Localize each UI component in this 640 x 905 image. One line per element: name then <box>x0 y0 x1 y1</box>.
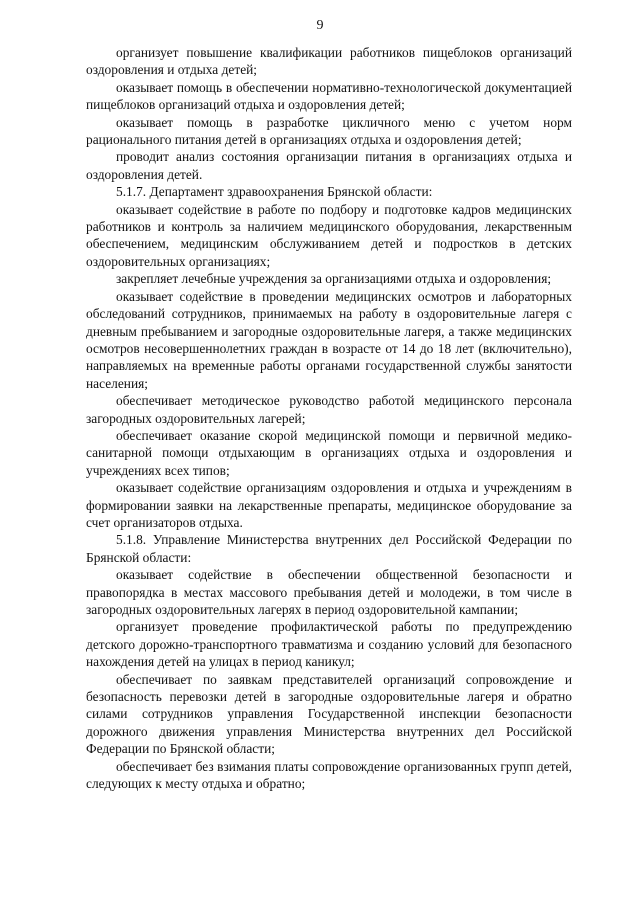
paragraph: проводит анализ состояния организации питания в организациях отдыха и оздоровления детей. <box>86 149 572 182</box>
paragraph: обеспечивает оказание скорой медицинской помощи и первичной медико-санитарной помощи отдыхающим в организациях отдыха и оздоровления и учреждениях всех типов; <box>86 427 572 478</box>
section-heading: 5.1.8. Управление Министерства внутренних дел Российской Федерации по Брянской области: <box>86 532 572 565</box>
paragraph: оказывает содействие в обеспечении общественной безопасности и правопорядка в местах массового пребывания детей и молодежи, в том числе в загородных оздоровительных лагерях в период оздоровительной кампании; <box>86 567 572 617</box>
paragraph: обеспечивает методическое руководство работой медицинского персонала загородных оздоровительных лагерей; <box>86 393 572 426</box>
paragraph: оказывает помощь в обеспечении нормативно-технологической документацией пищеблоков организаций отдыха и оздоровления детей; <box>86 79 572 113</box>
paragraph: организует повышение квалификации работников пищеблоков организаций оздоровления и отдыха детей; <box>86 45 572 78</box>
paragraph: оказывает содействие в работе по подбору и подготовке кадров медицинских работников и контроль за наличием медицинского оборудования, лекарственным обеспечением, медицинским обслуживанием детей и подростков в детских оздоровительных организациях; <box>86 201 572 269</box>
page-body <box>86 44 572 792</box>
paragraph: оказывает помощь в разработке цикличного меню с учетом норм рационального питания детей в организациях отдыха и оздоровления детей; <box>86 114 572 148</box>
paragraph: оказывает содействие организациям оздоровления и отдыха и учреждениям в формировании заявки на лекарственные препараты, медицинское оборудование за счет организаторов отдыха. <box>86 480 572 530</box>
paragraph: закрепляет лечебные учреждения за организациями отдыха и оздоровления; <box>116 271 552 287</box>
page-number: 9 <box>316 18 324 33</box>
paragraph: организует проведение профилактической работы по предупреждению детского дорожно-транспортного травматизма и созданию условий для безопасного нахождения детей на улицах в период каникул; <box>86 619 572 670</box>
section-heading: 5.1.7. Департамент здравоохранения Брянской области: <box>116 184 433 200</box>
paragraph: обеспечивает по заявкам представителей организаций сопровождение и безопасность перевозки детей в загородные оздоровительные лагеря и обратно силами сотрудников управления Государственной инспекции безопасности дорожного движения управления Министерства внутренних дел Российской Федерации по Брянской области; <box>86 671 572 757</box>
paragraph: обеспечивает без взимания платы сопровождение организованных групп детей, следующих к месту отдыха и обратно; <box>86 758 572 792</box>
paragraph: оказывает содействие в проведении медицинских осмотров и лабораторных обследований сотрудников, принимаемых на работу в оздоровительные лагеря с дневным пребыванием и загородные оздоровительные лагеря, а также медицинских осмотров несовершеннолетних граждан в возрасте от 14 до 18 лет (включительно), направляемых на временные работы органами государственной службы занятости населения; <box>86 288 572 391</box>
